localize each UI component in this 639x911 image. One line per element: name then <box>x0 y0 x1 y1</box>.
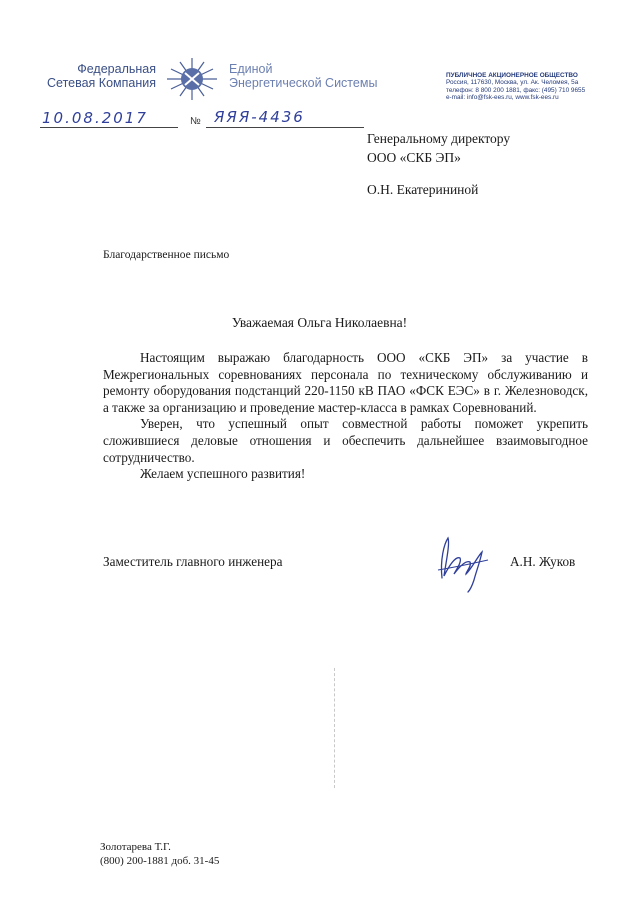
company-phone: телефон: 8 800 200 1881, факс: (495) 710 9655 <box>446 86 586 94</box>
company-name: ПУБЛИЧНОЕ АКЦИОНЕРНОЕ ОБЩЕСТВО <box>446 72 578 79</box>
fsk-emblem-icon <box>160 55 224 103</box>
number-sign: № <box>190 116 201 127</box>
body-paragraph-1: Настоящим выражаю благодарность ООО «СКБ ЭП» за участие в Межрегиональных соревнованиях персонала по техническому обслуживанию и ремонту оборудования подстанций 220-1150 кВ ПАО «ФСК ЕЭС» в г. Железноводск, а также за организацию и проведение мастер-класса в рамках Соревнований. <box>103 350 588 415</box>
document-type: Благодарственное письмо <box>103 249 230 261</box>
executor-block <box>100 840 219 868</box>
addressee-line1: Генеральному директору <box>367 131 511 146</box>
number-underline <box>206 127 364 128</box>
date-underline <box>40 127 178 128</box>
logo-text-right <box>229 62 399 90</box>
company-address: Россия, 117630, Москва, ул. Ак. Челомея, 5а <box>446 79 579 87</box>
executor-name: Золотарева Т.Г. <box>100 841 171 853</box>
handwritten-signature <box>430 530 500 594</box>
logo-right-line2: Энергетической Системы <box>229 76 378 90</box>
addressee-name: О.Н. Екатерининой <box>367 182 479 197</box>
company-details <box>446 72 632 102</box>
registration-date: 10.08.2017 <box>42 109 148 127</box>
fold-mark <box>334 668 335 788</box>
executor-phone: (800) 200-1881 доб. 31-45 <box>100 855 220 867</box>
addressee-line2: ООО «СКБ ЭП» <box>367 150 461 165</box>
registration-number: ЯЯЯ-4436 <box>214 108 305 126</box>
logo-left-line2: Сетевая Компания <box>47 76 156 90</box>
signatory-name: А.Н. Жуков <box>510 554 576 569</box>
logo-left-line1: Федеральная <box>77 62 156 76</box>
body-paragraph-3: Желаем успешного развития! <box>140 466 306 482</box>
body-paragraph-2: Уверен, что успешный опыт совместной работы поможет укрепить сложившиеся деловые отношения и обеспечить дальнейшее взаимовыгодное сотрудничество. <box>103 416 588 465</box>
signatory-title: Заместитель главного инженера <box>103 554 283 569</box>
letter-body <box>103 350 588 483</box>
salutation: Уважаемая Ольга Николаевна! <box>231 315 408 330</box>
addressee-block <box>367 129 510 167</box>
logo-right-line1: Единой <box>229 62 273 76</box>
company-web: e-mail: info@fsk-ees.ru, www.fsk-ees.ru <box>446 94 559 102</box>
logo-text-left <box>30 62 156 90</box>
